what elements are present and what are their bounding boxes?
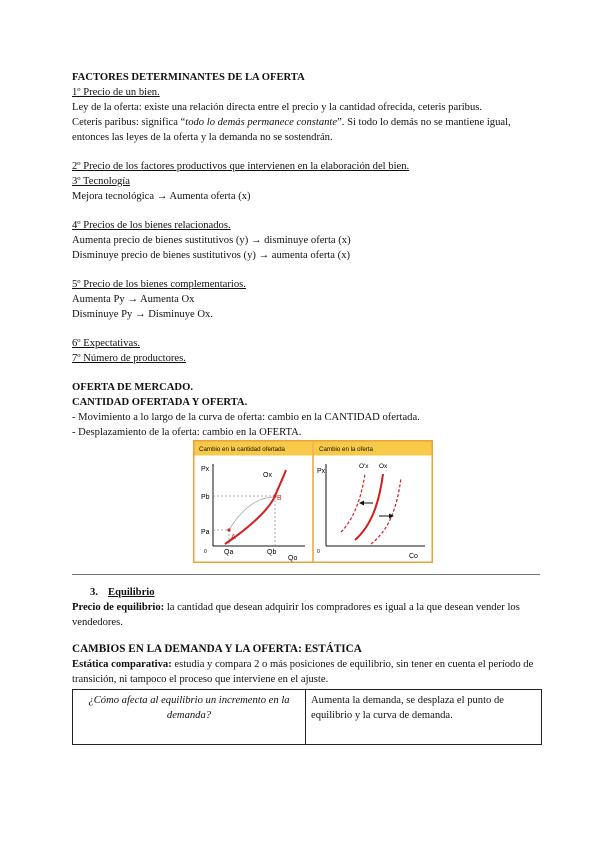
right-curve-1-label: O'x (359, 463, 369, 470)
equilibrium-title-text: Equilibrio (108, 587, 155, 598)
left-point-b-label: B (277, 495, 282, 502)
left-point-a-label: A (231, 534, 236, 541)
supply-curves-figure (193, 440, 433, 563)
estatica-bold: Estática comparativa: (72, 659, 172, 670)
mercado-line-1: - Movimiento a lo largo de la curva de oferta: cambio en la CANTIDAD ofertada. (72, 412, 420, 423)
left-x-label: Qo (288, 555, 298, 562)
factor-5-title: 5º Precio de los bienes complementarios. (72, 279, 246, 290)
left-pb-label: Pb (201, 494, 210, 501)
left-y-label: Px (201, 466, 210, 473)
section-divider (72, 574, 540, 575)
equilibrium-price-desc: la cantidad que desean adquirir los compradores es igual a la que desean vender los vendedores. (72, 602, 520, 628)
estatica-desc: estudia y compara 2 o más posiciones de equilibrio, sin tener en cuenta el período de transición, ni tampoco el proceso que interviene en el ajuste. (72, 659, 534, 685)
equilibrium-section (72, 585, 542, 745)
right-y-label: Px (317, 468, 326, 475)
mercado-line-2: - Desplazamiento de la oferta: cambio en la OFERTA. (72, 427, 302, 438)
left-qb-label: Qb (267, 549, 277, 556)
left-pa-label: Pa (201, 529, 210, 536)
factor-3-line: Mejora tecnológica → Aumenta oferta (x) (72, 191, 251, 202)
factor-2-title: 2º Precio de los factores productivos que intervienen en la elaboración del bien. (72, 161, 410, 172)
left-point-a (227, 528, 230, 531)
factor-6-title: 6º Expectativas. (72, 338, 141, 349)
ceteris-italic: todo lo demás permanece constante (185, 117, 338, 128)
left-curve-label: Ox (263, 472, 272, 479)
factor-3-title: 3º Tecnología (72, 176, 130, 187)
equilibrium-price-bold: Precio de equilibrio: (72, 602, 165, 613)
left-qa-label: Qa (224, 549, 234, 556)
equilibrium-price-text (72, 600, 542, 630)
ceteris-paribus-text (72, 115, 542, 145)
right-origin: 0 (317, 549, 320, 555)
main-content (72, 70, 542, 440)
factor-4-line-1: Aumenta precio de bienes sustitutivos (y) → disminuye oferta (x) (72, 235, 351, 246)
answer-cell: Aumenta la demanda, se desplaza el punto de equilibrio y la curva de demanda. (306, 690, 542, 745)
section-title-factores: FACTORES DETERMINANTES DE LA OFERTA (72, 72, 305, 83)
cambios-title: CAMBIOS EN LA DEMANDA Y LA OFERTA: ESTÁTICA (72, 643, 362, 655)
factor-5-line-1: Aumenta Py → Aumenta Ox (72, 294, 195, 305)
left-origin: 0 (204, 549, 207, 555)
factor-4-line-2: Disminuye precio de bienes sustitutivos (y) → aumenta oferta (x) (72, 250, 351, 261)
question-cell: ¿Cómo afecta al equilibrio un incremento en la demanda? (73, 690, 306, 745)
estatica-text (72, 657, 542, 687)
left-header: Cambio en la cantidad ofertada (199, 446, 285, 453)
ceteris-suffix: ”. Si todo lo demás no se mantiene igual, entonces las leyes de la oferta y la demanda no se sostendrán. (72, 117, 511, 143)
factor-1-title: 1º Precio de un bien. (72, 87, 160, 98)
factor-4-title: 4º Precios de los bienes relacionados. (72, 220, 231, 231)
right-header: Cambio en la oferta (319, 446, 373, 453)
equilibrium-number: 3. (90, 587, 98, 598)
right-x-label: Co (409, 553, 418, 560)
question-table (72, 689, 542, 745)
factor-5-line-2: Disminuye Py → Disminuye Ox. (72, 309, 213, 320)
ceteris-prefix: Ceteris paribus: significa “ (72, 117, 186, 128)
right-curve-2-label: Ox (379, 463, 388, 470)
ley-oferta-text: Ley de la oferta: existe una relación directa entre el precio y la cantidad ofrecida, ceteris paribus. (72, 102, 483, 113)
table-row (73, 690, 542, 745)
mercado-title-2: CANTIDAD OFERTADA Y OFERTA. (72, 397, 248, 408)
equilibrium-title (72, 585, 542, 600)
factor-7-title: 7º Número de productores. (72, 353, 186, 364)
mercado-title-1: OFERTA DE MERCADO. (72, 382, 193, 393)
